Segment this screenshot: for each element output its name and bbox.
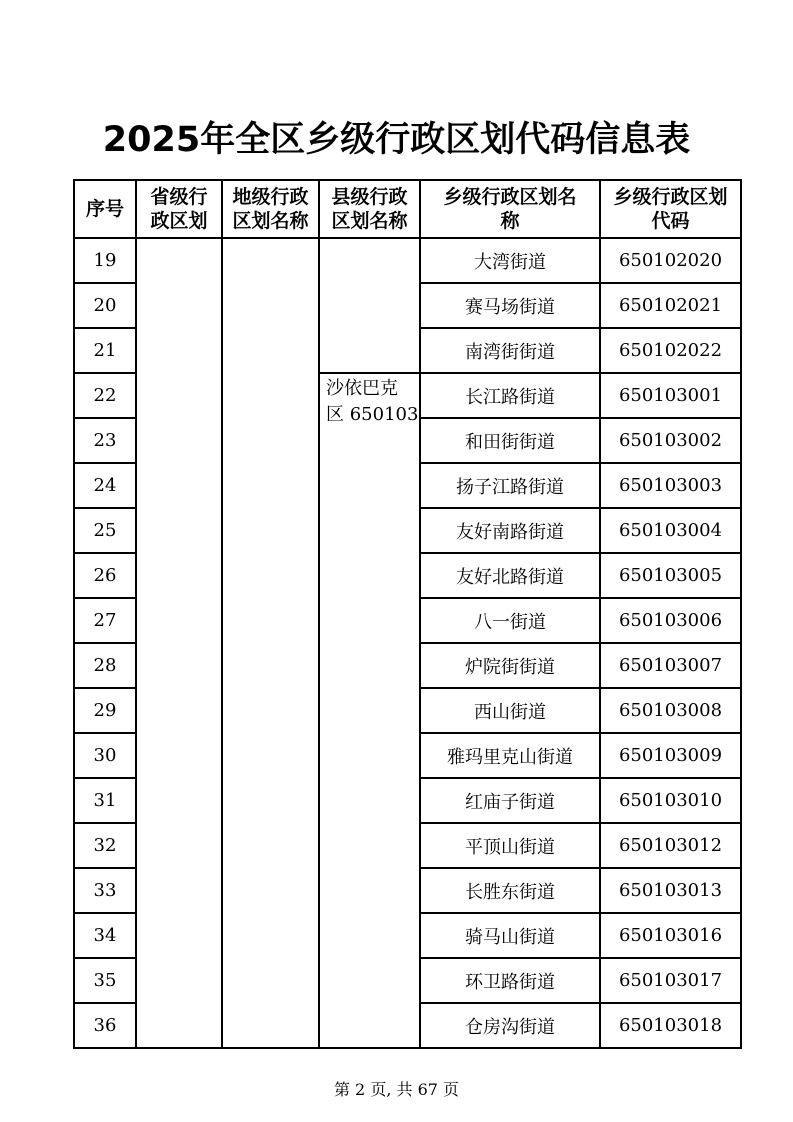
township-name: 西山街道 [420, 688, 600, 733]
township-code: 650102021 [600, 283, 741, 328]
row-index: 34 [74, 913, 136, 958]
township-code: 650103003 [600, 463, 741, 508]
header-prefecture: 地级行政 区划名称 [222, 180, 319, 238]
row-index: 22 [74, 373, 136, 418]
township-name: 平顶山街道 [420, 823, 600, 868]
row-index: 24 [74, 463, 136, 508]
row-index: 21 [74, 328, 136, 373]
header-code: 乡级行政区划 代码 [600, 180, 741, 238]
header-township: 乡级行政区划名 称 [420, 180, 600, 238]
header-county: 县级行政 区划名称 [319, 180, 420, 238]
township-name: 八一街道 [420, 598, 600, 643]
township-name: 赛马场街道 [420, 283, 600, 328]
township-code: 650103018 [600, 1003, 741, 1048]
row-index: 33 [74, 868, 136, 913]
township-name: 雅玛里克山街道 [420, 733, 600, 778]
township-name: 长江路街道 [420, 373, 600, 418]
prefecture-cell [222, 238, 319, 1048]
county-cell-shayibake [319, 373, 420, 1048]
header-province: 省级行 政区划 [136, 180, 222, 238]
row-index: 31 [74, 778, 136, 823]
township-name: 长胜东街道 [420, 868, 600, 913]
township-code: 650103012 [600, 823, 741, 868]
row-index: 29 [74, 688, 136, 733]
row-index: 28 [74, 643, 136, 688]
header-index: 序号 [74, 180, 136, 238]
township-code: 650103017 [600, 958, 741, 1003]
township-code: 650102020 [600, 238, 741, 283]
township-name: 红庙子街道 [420, 778, 600, 823]
township-code: 650103009 [600, 733, 741, 778]
row-index: 35 [74, 958, 136, 1003]
division-code-table [73, 179, 742, 1049]
header-row [74, 180, 741, 238]
table-row [74, 238, 741, 283]
township-code: 650103005 [600, 553, 741, 598]
row-index: 36 [74, 1003, 136, 1048]
row-index: 32 [74, 823, 136, 868]
township-code: 650103006 [600, 598, 741, 643]
row-index: 19 [74, 238, 136, 283]
township-name: 友好北路街道 [420, 553, 600, 598]
township-code: 650103008 [600, 688, 741, 733]
township-name: 骑马山街道 [420, 913, 600, 958]
county-cell-prev [319, 238, 420, 373]
township-code: 650103001 [600, 373, 741, 418]
township-name: 和田街街道 [420, 418, 600, 463]
township-name: 仓房沟街道 [420, 1003, 600, 1048]
page-footer: 第 2 页, 共 67 页 [333, 1080, 460, 1099]
province-cell [136, 238, 222, 1048]
township-name: 友好南路街道 [420, 508, 600, 553]
township-code: 650103016 [600, 913, 741, 958]
document-title: 2025年全区乡级行政区划代码信息表 [102, 120, 691, 160]
county-code: 区 650103 [326, 404, 419, 425]
row-index: 20 [74, 283, 136, 328]
row-index: 23 [74, 418, 136, 463]
township-name: 环卫路街道 [420, 958, 600, 1003]
township-name: 南湾街街道 [420, 328, 600, 373]
row-index: 25 [74, 508, 136, 553]
township-name: 大湾街道 [420, 238, 600, 283]
township-name: 扬子江路街道 [420, 463, 600, 508]
township-code: 650103004 [600, 508, 741, 553]
township-code: 650103010 [600, 778, 741, 823]
row-index: 27 [74, 598, 136, 643]
county-name: 沙依巴克 [326, 378, 398, 399]
township-code: 650103007 [600, 643, 741, 688]
township-code: 650102022 [600, 328, 741, 373]
row-index: 30 [74, 733, 136, 778]
township-name: 炉院街街道 [420, 643, 600, 688]
township-code: 650103002 [600, 418, 741, 463]
township-code: 650103013 [600, 868, 741, 913]
row-index: 26 [74, 553, 136, 598]
